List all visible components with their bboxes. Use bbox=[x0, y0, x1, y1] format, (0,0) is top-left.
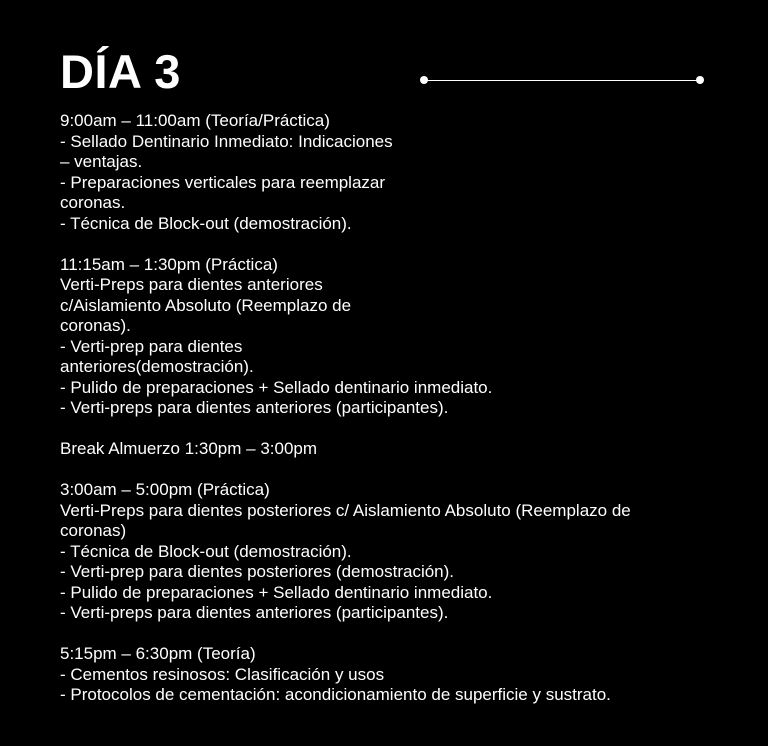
schedule-line: - Verti-prep para dientes posteriores (demostración). bbox=[60, 562, 455, 581]
schedule-block-morning bbox=[60, 111, 740, 234]
schedule-line: coronas). bbox=[60, 316, 131, 335]
schedule-line: - Cementos resinosos: Clasificación y usos bbox=[60, 664, 385, 684]
schedule-line: – ventajas. bbox=[60, 152, 143, 171]
schedule-line: Verti-Preps para dientes anteriores bbox=[60, 275, 323, 294]
schedule-block-evening bbox=[60, 644, 740, 706]
schedule-line: coronas) bbox=[60, 521, 127, 540]
decorative-divider-line bbox=[424, 80, 700, 81]
schedule-line: - Pulido de preparaciones + Sellado dentinario inmediato. bbox=[60, 582, 493, 602]
schedule-line: - Pulido de preparaciones + Sellado dentinario inmediato. bbox=[60, 377, 493, 397]
divider-end-dot bbox=[696, 76, 704, 84]
schedule-line: c/Aislamiento Absoluto (Reemplazo de bbox=[60, 295, 352, 315]
divider-start-dot bbox=[420, 76, 428, 84]
schedule-line: Verti-Preps para dientes posteriores c/ Aislamiento Absoluto (Reemplazo de bbox=[60, 500, 631, 520]
schedule-line: - Técnica de Block-out (demostración). bbox=[60, 213, 352, 233]
schedule-line: - Preparaciones verticales para reemplazar bbox=[60, 172, 386, 192]
schedule-line: coronas. bbox=[60, 193, 126, 212]
schedule-content bbox=[60, 111, 740, 726]
schedule-block-late-morning bbox=[60, 255, 740, 419]
schedule-line: - Verti-prep para dientes bbox=[60, 336, 243, 356]
schedule-line: - Verti-preps para dientes anteriores (participantes). bbox=[60, 398, 449, 417]
session-time-heading: 5:15pm – 6:30pm (Teoría) bbox=[60, 644, 256, 663]
schedule-line: - Sellado Dentinario Inmediato: Indicaciones bbox=[60, 131, 393, 151]
session-time-heading: 9:00am – 11:00am (Teoría/Práctica) bbox=[60, 111, 330, 130]
schedule-line: - Protocolos de cementación: acondicionamiento de superficie y sustrato. bbox=[60, 685, 611, 704]
session-time-heading: Break Almuerzo 1:30pm – 3:00pm bbox=[60, 439, 318, 458]
schedule-block-lunch-break bbox=[60, 439, 740, 460]
schedule-line: anteriores(demostración). bbox=[60, 357, 254, 376]
session-time-heading: 11:15am – 1:30pm (Práctica) bbox=[60, 254, 278, 274]
page-title: DÍA 3 bbox=[60, 45, 181, 98]
session-time-heading: 3:00am – 5:00pm (Práctica) bbox=[60, 480, 270, 499]
schedule-line: - Técnica de Block-out (demostración). bbox=[60, 541, 352, 561]
schedule-line: - Verti-preps para dientes anteriores (participantes). bbox=[60, 603, 449, 622]
schedule-block-afternoon bbox=[60, 480, 740, 624]
